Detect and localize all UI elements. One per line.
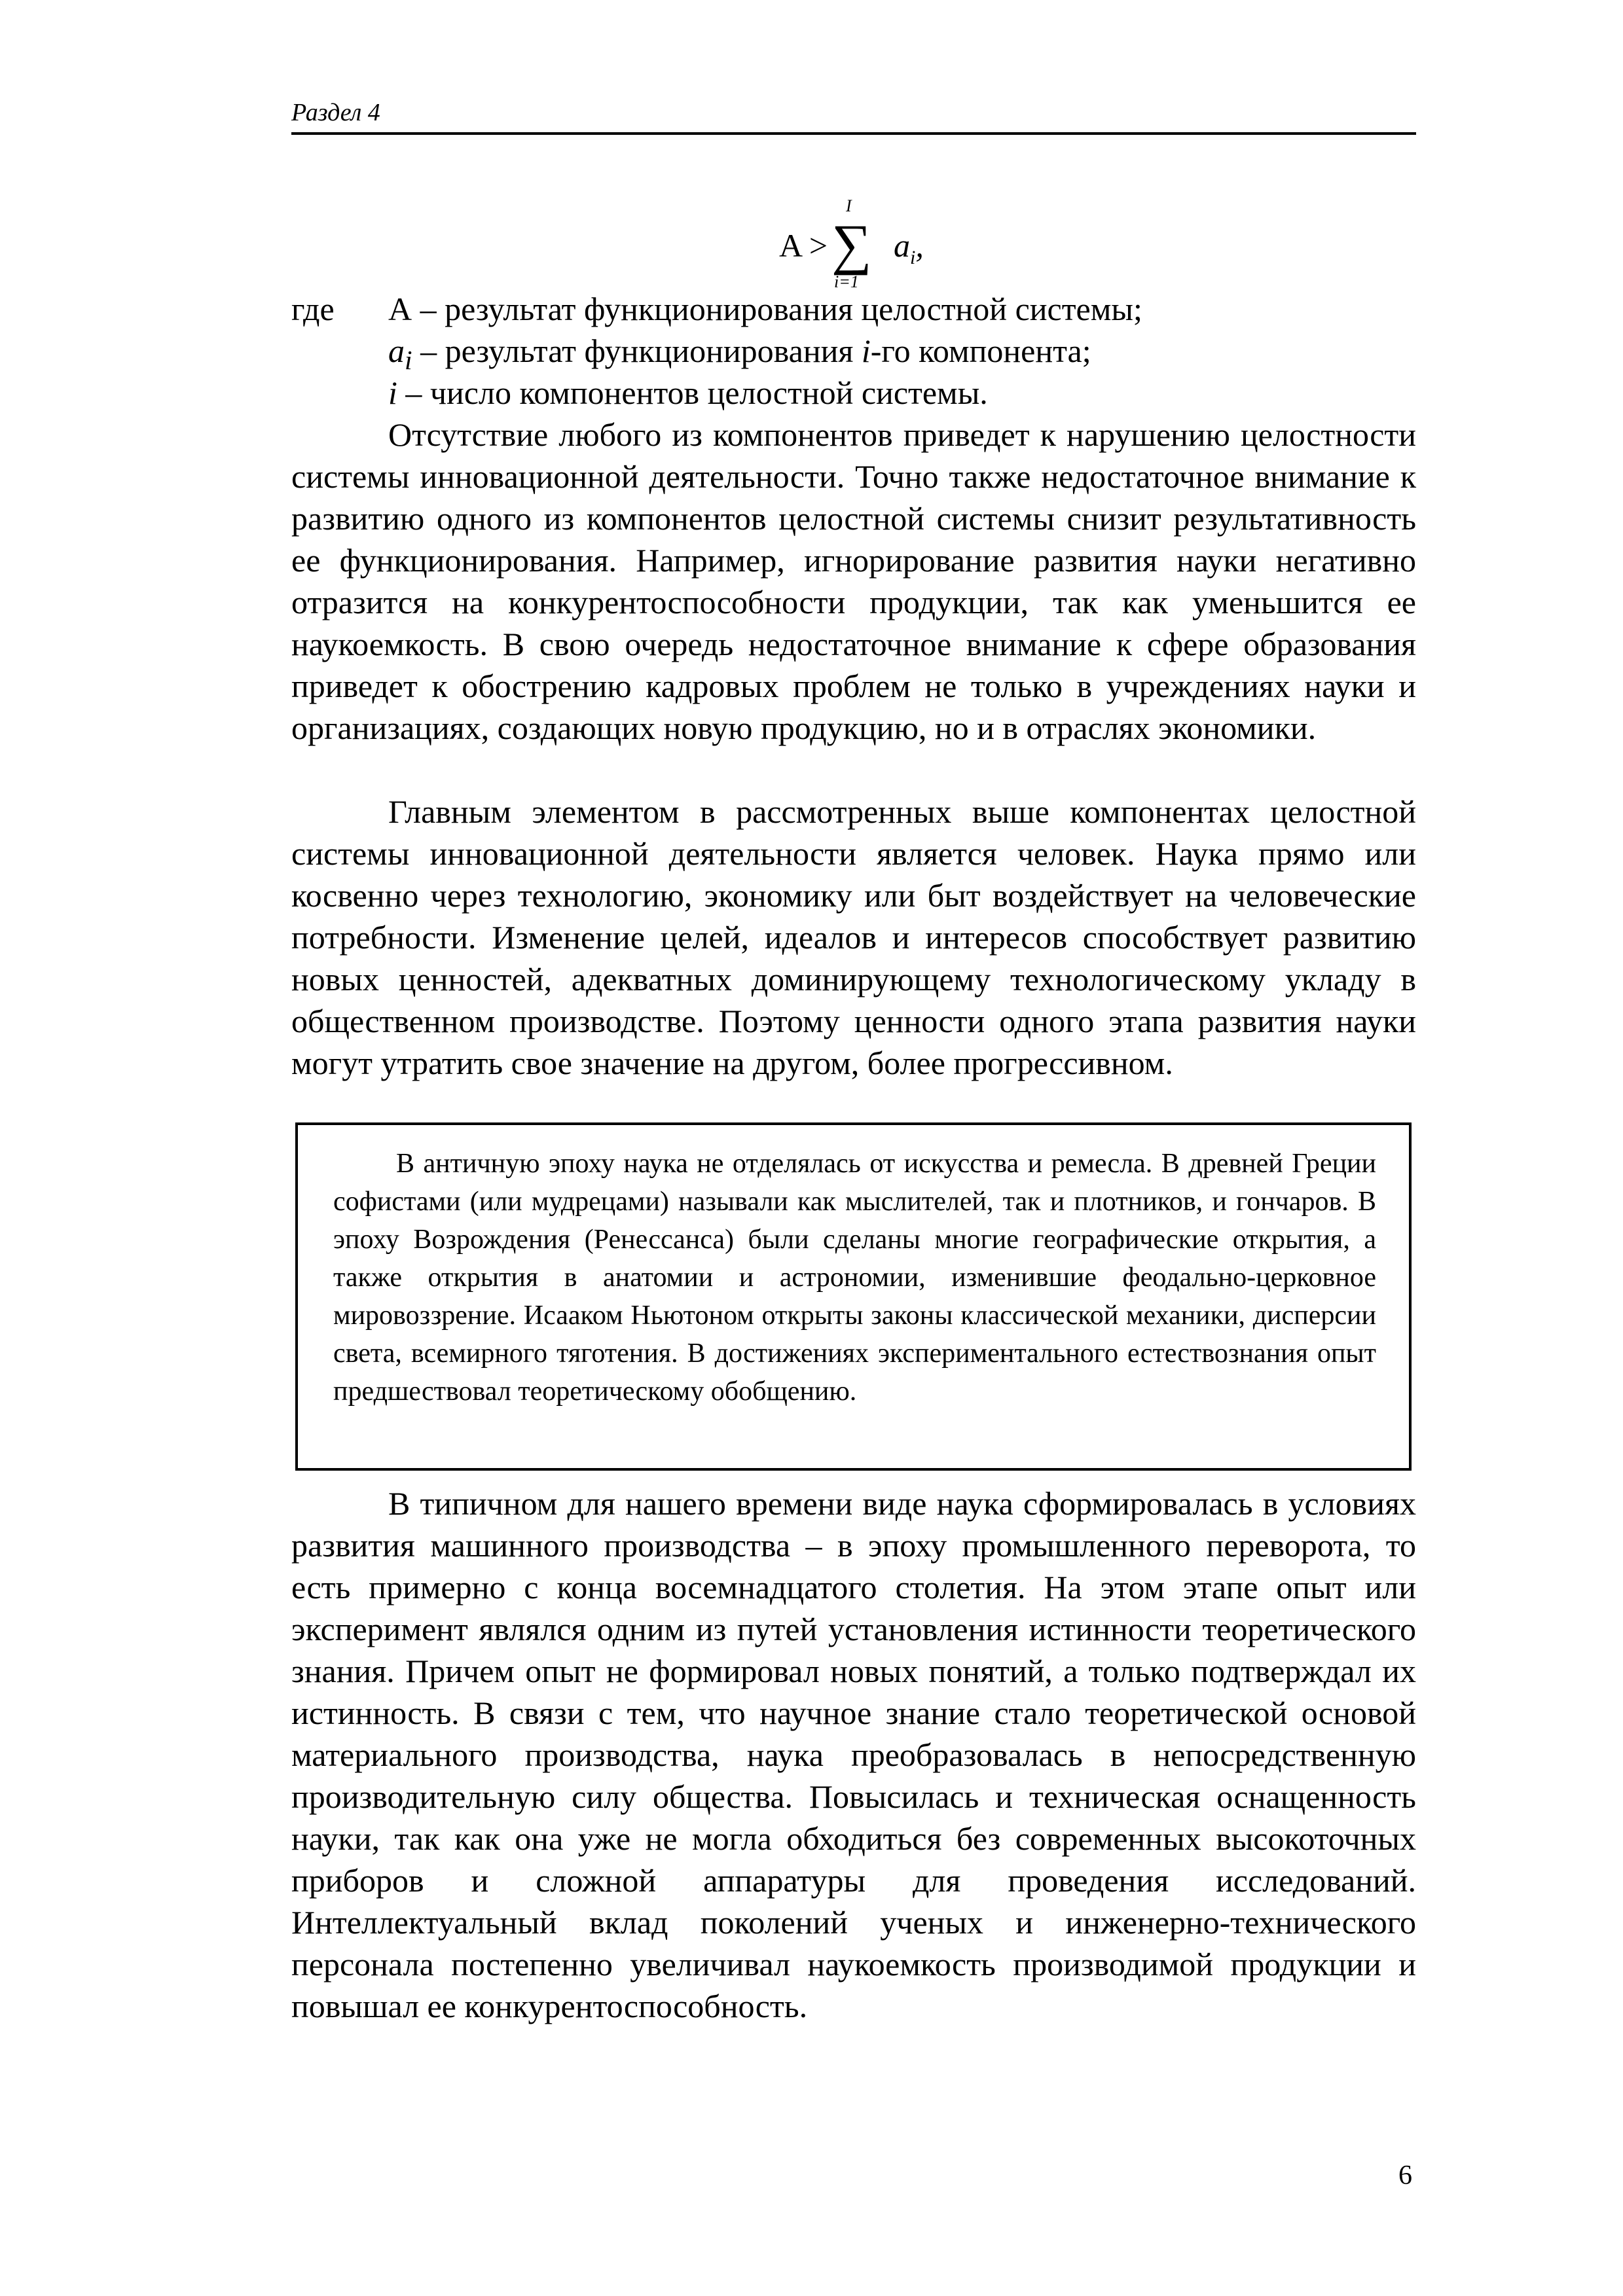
- formula-definitions: [291, 288, 1416, 414]
- note-text: В античную эпоху наука не отделялась от искусства и ремесла. В древней Греции софистами (или мудрецами) называли как мыслителей, так и плотников, и гончаров. В эпоху Возрождения (Ренессанса) были сделаны многие географические открытия, а также открытия в анатомии и астрономии, изменившие феодально-церковное мировоззрение. Исааком Ньютоном открыты законы классической механики, дисперсии света, всемирного тяготения. В достижениях экспериментального естествознания опыт предшествовал теоретическому обобщению.: [333, 1149, 1376, 1407]
- section-title: Раздел 4: [291, 99, 380, 126]
- formula-lhs: A >: [779, 227, 828, 264]
- definition-text: $a_i$ – результат функционирования i-го компонента;: [388, 332, 1091, 376]
- paragraph-3: В типичном для нашего времени виде наука сформировалась в условиях развития машинного производства – в эпоху промышленного переворота, то есть примерно с конца восемнадцатого столетия. На этом этапе опыт или эксперимент являлся одним из путей установления истинности теоретического знания. Причем опыт не формировал новых понятий, а только подтверждал их истинность. В связи с тем, что научное знание стало теоретической основой материального производства, наука преобразовалась в непосредственную производительную силу общества. Повысилась и техническая оснащенность науки, так как она уже не могла обходиться без современных высокоточных приборов и сложной аппаратуры для проведения исследований. Интеллектуальный вклад поколений ученых и инженерно-технического персонала постепенно увеличивал наукоемкость производимой продукции и повышал ее конкурентоспособность.: [291, 1485, 1416, 2024]
- paragraph-2: Главным элементом в рассмотренных выше компонентах целостной системы инновационной деятельности является человек. Наука прямо или косвенно через технологию, экономику или быт воздействует на человеческие потребности. Изменение целей, идеалов и интересов способствует развитию новых ценностей, адекватных доминирующему технологическому укладу в общественном производстве. Поэтому ценности одного этапа развития науки могут утратить свое значение на другом, более прогрессивном.: [291, 793, 1416, 1081]
- sum-symbol: ∑: [831, 213, 872, 276]
- sum-term: $a_i$,: [894, 227, 924, 268]
- definition-lead: где: [291, 291, 335, 327]
- definition-row: [291, 372, 1416, 414]
- paragraph-1: Отсутствие любого из компонентов приведет к нарушению целостности системы инновационной деятельности. Точно также недостаточное внимание к развитию одного из компонентов целостной системы снизит результативность ее функционирования. Например, игнорирование развития науки негативно отразится на конкурентоспособности продукции, так как уменьшится ее наукоемкость. В свою очередь недостаточное внимание к сфере образования приведет к обострению кадровых проблем не только в учреждениях науки и организациях, создающих новую продукцию, но и в отраслях экономики.: [291, 416, 1416, 746]
- sum-upper-limit: I: [846, 196, 852, 215]
- definition-row: [291, 330, 1416, 376]
- definition-text: А – результат функционирования целостной системы;: [388, 291, 1142, 327]
- definition-text: i – число компонентов целостной системы.: [388, 374, 988, 411]
- page-number: 6: [1398, 2161, 1412, 2191]
- definition-row: [291, 288, 1416, 330]
- formula: [779, 196, 949, 295]
- sum-lower-limit: i=1: [834, 272, 859, 291]
- note-box: [295, 1122, 1412, 1471]
- running-header: [291, 98, 1416, 135]
